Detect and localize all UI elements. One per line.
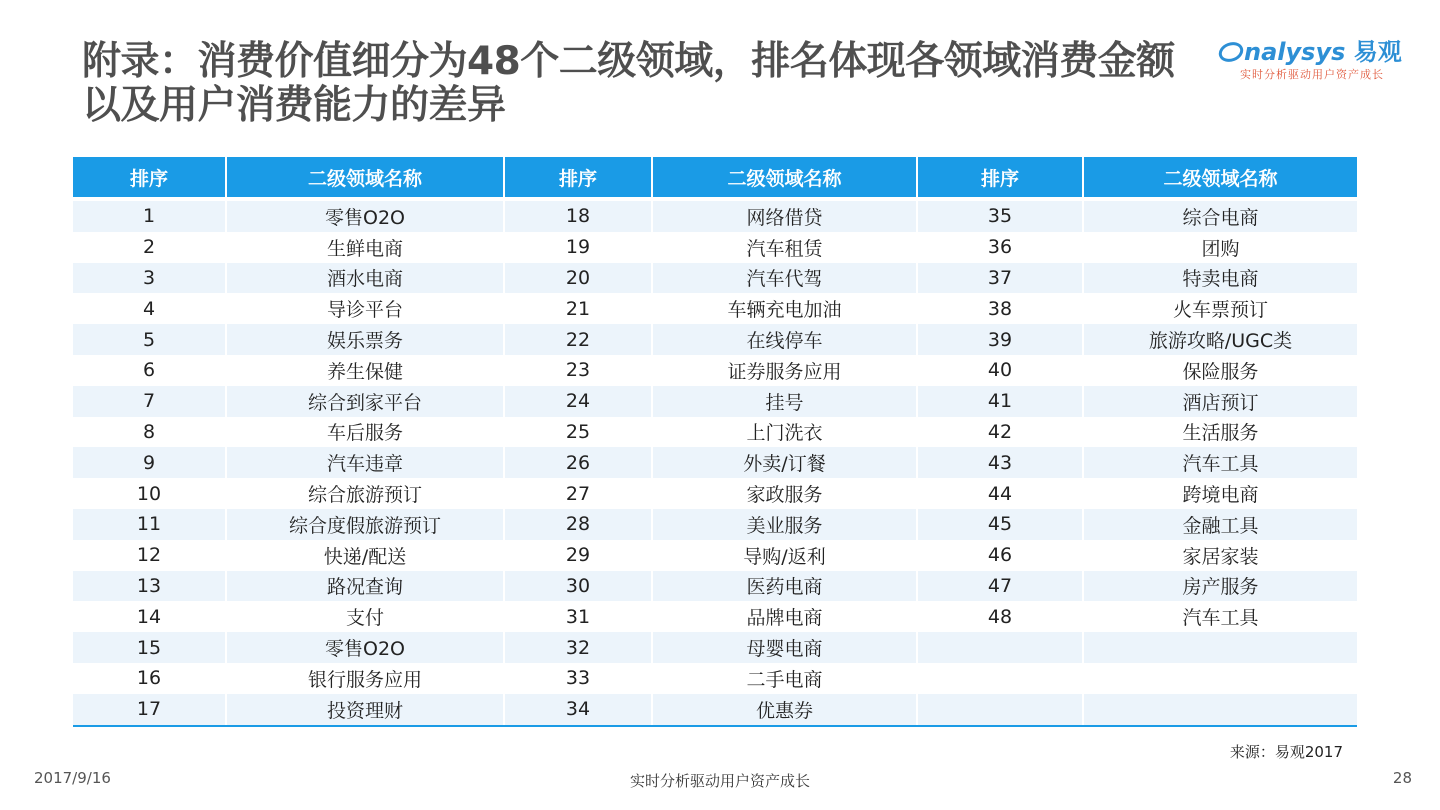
rank-cell: 33 <box>504 663 652 694</box>
table-row <box>73 232 1357 263</box>
domain-name-cell: 综合电商 <box>1083 199 1357 232</box>
domain-name-cell: 母婴电商 <box>652 632 917 663</box>
rank-cell: 21 <box>504 293 652 324</box>
domain-name-cell: 零售O2O <box>226 199 504 232</box>
rank-cell: 18 <box>504 199 652 232</box>
domain-name-cell: 家居家装 <box>1083 540 1357 571</box>
table-row <box>73 386 1357 417</box>
rank-cell: 1 <box>73 199 226 232</box>
rank-cell: 15 <box>73 632 226 663</box>
footer-date: 2017/9/16 <box>34 769 111 787</box>
rank-cell: 29 <box>504 540 652 571</box>
rank-cell: 47 <box>917 571 1083 602</box>
rank-cell: 30 <box>504 571 652 602</box>
rank-cell: 38 <box>917 293 1083 324</box>
rank-cell: 3 <box>73 263 226 294</box>
rank-cell: 2 <box>73 232 226 263</box>
domain-name-cell: 快递/配送 <box>226 540 504 571</box>
domain-name-cell: 跨境电商 <box>1083 478 1357 509</box>
table-row <box>73 509 1357 540</box>
domain-name-cell: 汽车租赁 <box>652 232 917 263</box>
table-header-row <box>73 157 1357 199</box>
logo-o-mark-icon <box>1218 39 1244 65</box>
table-row <box>73 571 1357 602</box>
header-name-1: 二级领域名称 <box>226 157 504 199</box>
rank-cell <box>917 694 1083 726</box>
rank-cell: 34 <box>504 694 652 726</box>
rank-cell: 25 <box>504 417 652 448</box>
domain-name-cell: 汽车工具 <box>1083 601 1357 632</box>
rank-cell: 35 <box>917 199 1083 232</box>
header-name-2: 二级领域名称 <box>652 157 917 199</box>
rank-cell: 41 <box>917 386 1083 417</box>
rank-cell: 42 <box>917 417 1083 448</box>
rank-cell: 12 <box>73 540 226 571</box>
domain-name-cell: 家政服务 <box>652 478 917 509</box>
domain-name-cell: 火车票预订 <box>1083 293 1357 324</box>
rank-cell: 9 <box>73 447 226 478</box>
header-rank-2: 排序 <box>504 157 652 199</box>
domain-name-cell: 导购/返利 <box>652 540 917 571</box>
rank-cell: 22 <box>504 324 652 355</box>
rank-cell: 43 <box>917 447 1083 478</box>
rank-cell: 24 <box>504 386 652 417</box>
table-row <box>73 601 1357 632</box>
logo-brand-cn: 易观 <box>1353 38 1402 66</box>
rank-cell: 26 <box>504 447 652 478</box>
domain-name-cell: 团购 <box>1083 232 1357 263</box>
domain-name-cell <box>1083 663 1357 694</box>
domain-name-cell: 综合旅游预订 <box>226 478 504 509</box>
domain-name-cell <box>1083 694 1357 726</box>
rank-cell: 48 <box>917 601 1083 632</box>
rank-cell: 19 <box>504 232 652 263</box>
rank-cell: 39 <box>917 324 1083 355</box>
domain-name-cell: 零售O2O <box>226 632 504 663</box>
rank-cell: 45 <box>917 509 1083 540</box>
table-row <box>73 447 1357 478</box>
domain-name-cell: 综合到家平台 <box>226 386 504 417</box>
domain-name-cell: 银行服务应用 <box>226 663 504 694</box>
table-row <box>73 663 1357 694</box>
rank-cell <box>917 663 1083 694</box>
rank-cell: 5 <box>73 324 226 355</box>
rank-cell: 44 <box>917 478 1083 509</box>
footer-slogan: 实时分析驱动用户资产成长 <box>629 772 810 790</box>
table-row <box>73 199 1357 232</box>
domain-name-cell: 挂号 <box>652 386 917 417</box>
logo-brand <box>1218 32 1402 67</box>
domain-name-cell: 医药电商 <box>652 571 917 602</box>
domain-name-cell: 网络借贷 <box>652 199 917 232</box>
logo-brand-text: nalysys <box>1244 38 1346 66</box>
domain-name-cell: 酒店预订 <box>1083 386 1357 417</box>
table-row <box>73 478 1357 509</box>
domain-name-cell: 上门洗衣 <box>652 417 917 448</box>
domain-name-cell: 车后服务 <box>226 417 504 448</box>
domain-name-cell: 品牌电商 <box>652 601 917 632</box>
rank-cell <box>917 632 1083 663</box>
rank-cell: 13 <box>73 571 226 602</box>
rank-cell: 37 <box>917 263 1083 294</box>
rank-cell: 4 <box>73 293 226 324</box>
rank-cell: 40 <box>917 355 1083 386</box>
domain-name-cell: 投资理财 <box>226 694 504 726</box>
table-row <box>73 293 1357 324</box>
domain-name-cell: 特卖电商 <box>1083 263 1357 294</box>
header-rank-3: 排序 <box>917 157 1083 199</box>
table-row <box>73 324 1357 355</box>
header-name-3: 二级领域名称 <box>1083 157 1357 199</box>
domain-name-cell: 美业服务 <box>652 509 917 540</box>
rank-cell: 17 <box>73 694 226 726</box>
rank-cell: 31 <box>504 601 652 632</box>
domain-name-cell: 保险服务 <box>1083 355 1357 386</box>
domain-ranking-table <box>73 157 1357 727</box>
domain-name-cell: 优惠券 <box>652 694 917 726</box>
domain-name-cell: 汽车代驾 <box>652 263 917 294</box>
rank-cell: 23 <box>504 355 652 386</box>
domain-name-cell: 生活服务 <box>1083 417 1357 448</box>
domain-name-cell: 娱乐票务 <box>226 324 504 355</box>
domain-name-cell: 外卖/订餐 <box>652 447 917 478</box>
domain-name-cell: 支付 <box>226 601 504 632</box>
domain-name-cell: 酒水电商 <box>226 263 504 294</box>
domain-name-cell: 旅游攻略/UGC类 <box>1083 324 1357 355</box>
table-row <box>73 417 1357 448</box>
domain-name-cell: 汽车违章 <box>226 447 504 478</box>
domain-name-cell: 养生保健 <box>226 355 504 386</box>
rank-cell: 46 <box>917 540 1083 571</box>
domain-name-cell: 生鲜电商 <box>226 232 504 263</box>
table-row <box>73 263 1357 294</box>
page-title: 附录：消费价值细分为48个二级领域，排名体现各领域消费金额以及用户消费能力的差异 <box>82 39 1175 128</box>
table-row <box>73 540 1357 571</box>
domain-name-cell: 导诊平台 <box>226 293 504 324</box>
source-note: 来源：易观2017 <box>1229 743 1343 761</box>
page-number: 28 <box>1392 769 1412 787</box>
domain-name-cell: 汽车工具 <box>1083 447 1357 478</box>
table-row <box>73 694 1357 726</box>
analysys-logo <box>1218 30 1408 86</box>
domain-name-cell: 金融工具 <box>1083 509 1357 540</box>
header-rank-1: 排序 <box>73 157 226 199</box>
domain-name-cell: 二手电商 <box>652 663 917 694</box>
rank-cell: 36 <box>917 232 1083 263</box>
domain-name-cell: 车辆充电加油 <box>652 293 917 324</box>
rank-cell: 8 <box>73 417 226 448</box>
domain-name-cell: 综合度假旅游预订 <box>226 509 504 540</box>
domain-name-cell: 房产服务 <box>1083 571 1357 602</box>
rank-cell: 7 <box>73 386 226 417</box>
rank-cell: 6 <box>73 355 226 386</box>
rank-cell: 16 <box>73 663 226 694</box>
domain-name-cell: 在线停车 <box>652 324 917 355</box>
domain-name-cell: 路况查询 <box>226 571 504 602</box>
table-row <box>73 355 1357 386</box>
rank-cell: 27 <box>504 478 652 509</box>
rank-cell: 11 <box>73 509 226 540</box>
rank-cell: 14 <box>73 601 226 632</box>
logo-slogan: 实时分析驱动用户资产成长 <box>1240 68 1384 81</box>
domain-name-cell <box>1083 632 1357 663</box>
rank-cell: 20 <box>504 263 652 294</box>
table-row <box>73 632 1357 663</box>
rank-cell: 28 <box>504 509 652 540</box>
rank-cell: 10 <box>73 478 226 509</box>
rank-cell: 32 <box>504 632 652 663</box>
domain-name-cell: 证券服务应用 <box>652 355 917 386</box>
